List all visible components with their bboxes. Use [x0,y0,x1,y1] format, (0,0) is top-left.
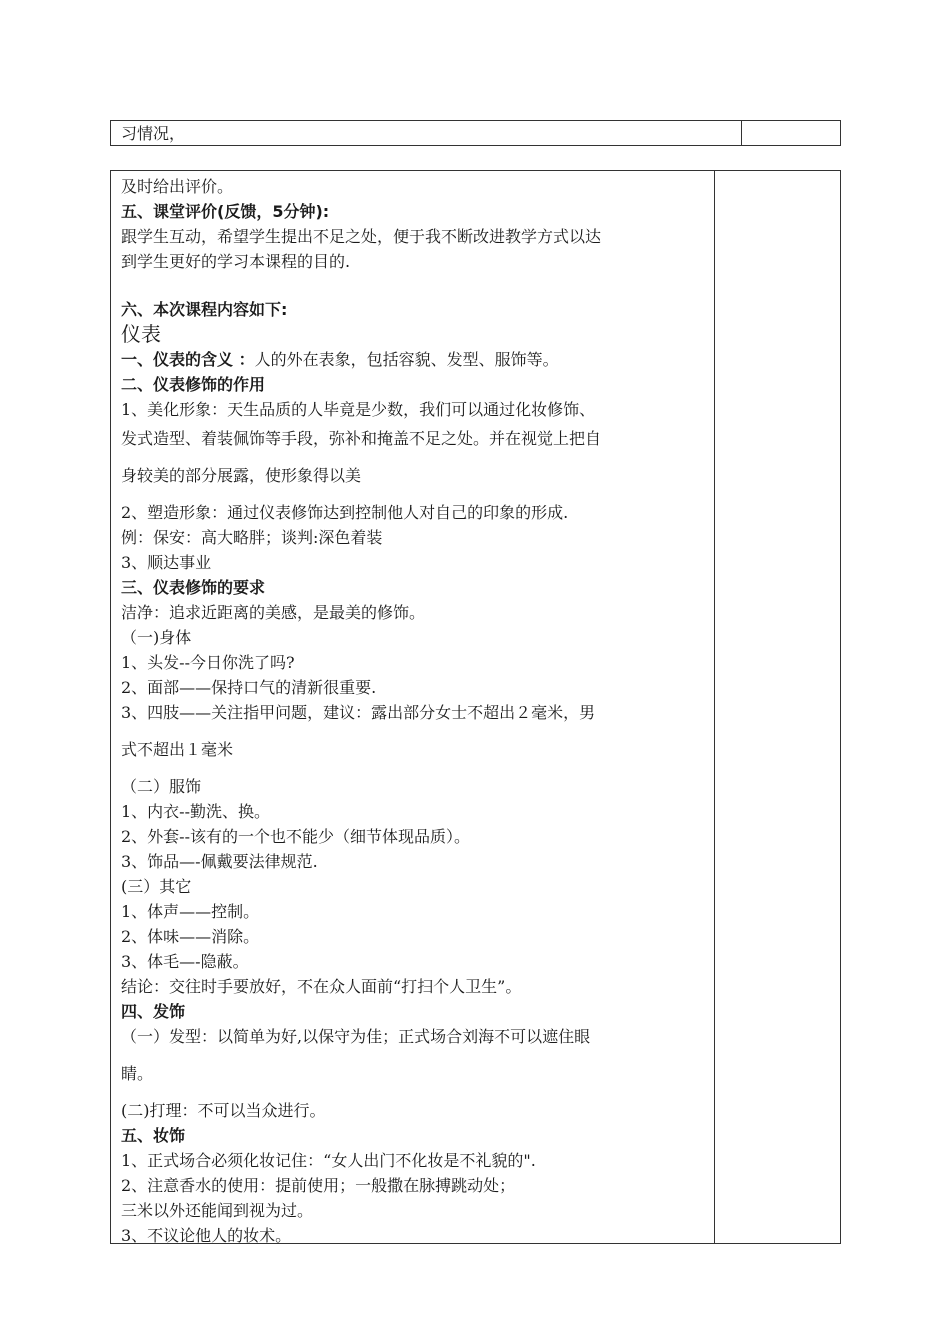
text-line: （一)身体 [121,628,192,647]
text-line: 1、内衣--勤洗、换。 [121,802,270,821]
text-line: （二）服饰 [121,777,202,796]
text-line: 3、四肢——关注指甲问题，建议：露出部分女士不超出２毫米，男 [121,703,596,722]
section-heading: 五、课堂评价(反馈，5分钟): [121,202,330,221]
section-heading: 五、妆饰 [121,1126,186,1145]
text-line: (二)打理：不可以当众进行。 [121,1101,326,1120]
text-line: 结论：交往时手要放好，不在众人面前“打扫个人卫生”。 [121,977,522,996]
text-line: 身较美的部分展露，使形象得以美 [121,466,362,485]
text-line: （一）发型：以简单为好,以保守为佳；正式场合刘海不可以遮住眼 [121,1027,591,1046]
text-line: 洁净：追求近距离的美感，是最美的修饰。 [121,603,426,622]
section-heading: 三、仪表修饰的要求 [121,578,266,597]
text-line: 2、注意香水的使用：提前使用；一般撒在脉搏跳动处； [121,1176,516,1195]
text-line: 2、体味——消除。 [121,927,260,946]
text-line: 三米以外还能闻到视为过。 [121,1201,314,1220]
text-line: 发式造型、着装佩饰等手段，弥补和掩盖不足之处。并在视觉上把自 [121,429,602,448]
lesson-content [121,174,711,1248]
text-line: 3、顺达事业 [121,553,212,572]
text-line: 3、不议论他人的妆术。 [121,1226,292,1245]
top-cell-text: 习情况， [121,124,186,143]
section-heading: 六、本次课程内容如下: [121,300,288,319]
text-line: (三）其它 [121,877,192,896]
text-line: 2、面部——保持口气的清新很重要. [121,678,377,697]
text-line: 1、美化形象：天生品质的人毕竟是少数，我们可以通过化妆修饰、 [121,400,596,419]
text-line: 睛。 [121,1064,154,1083]
text-line: 跟学生互动，希望学生提出不足之处，便于我不断改进教学方式以达 [121,227,602,246]
section-heading: 四、发饰 [121,1002,186,1021]
text-line: 2、外套--该有的一个也不能少（细节体现品质）。 [121,827,470,846]
text-line: 1、体声——控制。 [121,902,260,921]
text-line: 例：保安：高大略胖；谈判:深色着装 [121,528,383,547]
text-line: 2、塑造形象：通过仪表修饰达到控制他人对自己的印象的形成. [121,503,569,522]
text-line: 1、头发--今日你洗了吗? [121,653,295,672]
topic-title: 仪表 [121,322,161,346]
text-line: 到学生更好的学习本课程的目的. [121,252,351,271]
text-line: 1、正式场合必须化妆记住：“女人出门不化妆是不礼貌的". [121,1151,536,1170]
text-line: 3、饰品—-佩戴要法律规范. [121,852,318,871]
column-divider [741,121,742,145]
section-heading: 一、仪表的含义 ： [121,350,255,369]
lesson-table [110,170,841,1244]
previous-page-table [110,120,841,146]
text-line: 式不超出１毫米 [121,740,234,759]
text-line: 及时给出评价。 [121,177,234,196]
section-heading: 二、仪表修饰的作用 [121,375,266,394]
column-divider [714,171,715,1243]
text-line: 人的外在表象，包括容貌、发型、服饰等。 [254,350,559,369]
text-line: 3、体毛—-隐蔽。 [121,952,249,971]
